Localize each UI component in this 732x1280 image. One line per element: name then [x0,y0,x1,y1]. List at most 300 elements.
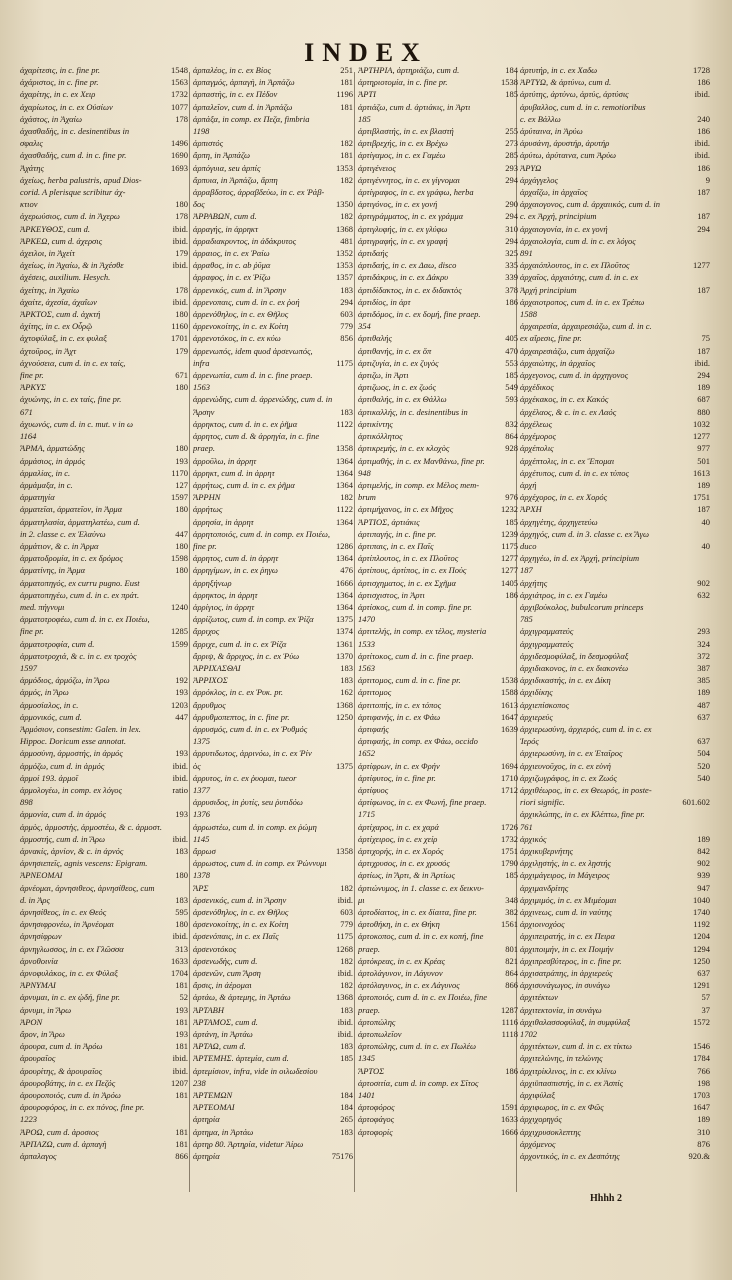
index-entry [193,455,353,467]
index-entry-term: 761 [520,821,533,832]
index-entry-term: fine pr. [20,370,44,381]
index-entry-term: ἈΡΤΕΜΩΝ [193,1090,233,1101]
index-entry-term: ἀχτοφύλαξ, in c. ex φυλαξ [20,333,107,344]
index-entry [520,711,710,723]
index-entry-page: 184 [340,1102,353,1113]
index-entry [20,101,188,113]
index-entry [358,479,518,491]
index-entry-term: 1377 [193,784,210,795]
index-entry-page: 504 [697,748,710,759]
index-entry-page: 180 [175,870,188,881]
index-entry [520,882,710,894]
index-entry-page: 182 [340,138,353,149]
index-entry-page: 766 [697,1065,710,1076]
index-entry-page: 182 [340,211,353,222]
index-entry [520,1065,710,1077]
index-entry-term: ἀρτάνη, in Ἀρτάω [193,1029,253,1040]
index-entry [358,467,518,479]
index-entry [358,345,518,357]
index-entry-term: ἀρυσάνη, ἀρυστήρ, ἀρυτήρ [520,138,610,149]
index-entry [520,1138,710,1150]
index-entry [358,491,518,503]
index-entry [20,332,188,344]
index-entry [520,455,710,467]
index-entry [193,174,353,186]
index-entry-page: 1364 [336,553,353,564]
index-entry-term: ἀρρυσιδος, in ῥυτίς, seu ῥυτιδόω [193,797,303,808]
index-entry-term: ἄρριψ, & ἄρριχος, in c. ex Ῥύω [193,650,300,661]
index-entry-term: ἈΡΤΑΜΟΣ, cum d. [193,1016,258,1027]
index-entry-term: ἀρτίχειρος, in c. ex χείρ [358,833,438,844]
index-entry-page: 185 [505,870,518,881]
index-entry [520,833,710,845]
index-entry [520,308,710,320]
index-entry [20,503,188,515]
index-entry [193,259,353,271]
index-entry [358,772,518,784]
index-entry [20,552,188,564]
index-entry [193,1065,353,1077]
index-entry [193,577,353,589]
index-entry [20,381,188,393]
index-entry-term: ἀχάριστος, in c. fine pr. [20,77,99,88]
index-entry [358,930,518,942]
index-entry-term: ἀρτικίντης [358,418,393,429]
index-entry-page: 181 [340,150,353,161]
index-entry [193,1040,353,1052]
index-entry-term: ἀρτίως, in Ἄρτι, & in Ἀρτίως [358,870,455,881]
index-entry [520,149,710,161]
index-entry-term: d. in Ἀρς [20,894,50,905]
index-entry [520,235,710,247]
index-entry [358,589,518,601]
index-entry [520,930,710,942]
index-entry-term: ἀχείτης, in Ἀχαίω [20,284,80,295]
index-entry-term: ἀρχιάτρος, in c. ex Γαμέω [520,589,608,600]
index-entry-term: ἀρρόκλος, in c. ex Ῥυκ. pr. [193,687,284,698]
index-entry-page: 821 [505,955,518,966]
index-entry [20,625,188,637]
index-entry-term: ἀρματοπηγέω, cum d. in c. ex πράτ. [20,589,140,600]
index-entry-term: ἀρτιζυγία, in c. ex ζυγὸς [358,357,439,368]
index-entry-page: 180 [175,540,188,551]
index-entry-page: 1364 [336,455,353,466]
index-entry [520,162,710,174]
index-entry [193,1138,353,1150]
index-entry-page: 1032 [693,418,710,429]
index-entry [20,955,188,967]
index-entry-term: ἈΡΚΕΥΘΟΣ, cum d. [20,223,91,234]
index-entry-page: ibid. [172,235,188,246]
index-entry [358,1113,518,1125]
index-entry-term: med. πήγνυμι [20,601,65,612]
index-entry-page: 1701 [171,333,188,344]
index-entry-term: ἄρσις, in ἀέρομαι [193,980,252,991]
index-entry [520,296,710,308]
index-entry-page: 501 [697,455,710,466]
index-entry [193,882,353,894]
index-entry [193,613,353,625]
index-entry [358,955,518,967]
index-entry-term: ἀρρήτως [193,504,223,515]
index-entry-page: 1287 [501,1004,518,1015]
index-entry [520,320,710,332]
index-entry-term: ἀρρηκτος, in ἀρρητ [193,589,258,600]
index-entry-page: ibid. [172,1053,188,1064]
index-entry [520,772,710,784]
index-entry [520,369,710,381]
index-entry-term: 891 [520,248,533,259]
index-entry-term: ἀρτιδαής, in c. ex Δαω, disco [358,260,457,271]
index-entry-term: brum [358,492,376,503]
index-entry [520,1101,710,1113]
index-entry [358,235,518,247]
index-entry-term: ἀρνυμαι, in c. ex ᾠδή, fine pr. [20,992,121,1003]
index-entry-term: ἀρρενικός, cum d. in Ἄρσην [193,284,287,295]
index-entry-term: ἈΡΤΑΩ, cum d. [193,1041,246,1052]
index-entry-page: ibid. [694,150,710,161]
index-entry-page: ratio [172,784,188,795]
index-entry [358,808,518,820]
index-entry [358,1016,518,1028]
index-entry [520,589,710,601]
index-entry [20,1126,188,1138]
index-entry [20,442,188,454]
index-entry-page: 186 [697,77,710,88]
index-entry-term: ἀρχηγός, cum d. in 3. classe c. ex Ἄγω [520,528,649,539]
index-entry-term: ἀρουρα, cum d. in Ἀρόω [20,1041,103,1052]
index-entry-term: ἀρχαιοτροπος, cum d. in c. ex Τρέπω [520,296,645,307]
index-entry-term: 1223 [20,1114,37,1125]
index-entry [520,894,710,906]
index-entry-term: ἀρχέλεως [520,418,553,429]
index-entry-page: 189 [697,687,710,698]
index-entry-term: ἀρτιγόνος, in c. ex γονή [358,199,438,210]
index-entry-term: ἀρχισατράπης, in ἀρχιερεύς [520,968,613,979]
index-entry-page: 183 [340,1126,353,1137]
index-entry-term: ἀρτικαλλής, in c. desinentibus in [358,406,468,417]
index-entry-page: 193 [175,455,188,466]
index-entry [193,686,353,698]
index-entry-term: ἀρνηγλωσσος, in c. ex Γλῶσσα [20,943,124,954]
index-entry-term: ἀρτηρία [193,1151,220,1162]
index-entry-page: 1358 [336,846,353,856]
index-entry-page: 864 [505,968,518,979]
index-entry-term: ἌΡΣ [193,882,209,893]
index-entry-term: ἈΡΡΙΧΟΣ [193,675,228,686]
index-entry-term: ἀρραιος, in c. ex Ῥαίω [193,248,270,259]
index-entry [193,308,353,320]
index-entry-page: 40 [701,540,710,551]
index-entry [358,125,518,137]
index-entry [358,1065,518,1077]
index-entry-term: ἀρτισχιστος, in Ἀρτι [358,589,425,600]
index-entry-term: ἀρχιζωγράφος, in c. ex Ζωός [520,772,617,783]
index-entry-page: ibid. [172,296,188,307]
index-entry-term: ἀρτίχαρος, in c. ex χαρά [358,821,439,832]
index-entry-term: ἀρρηγίμων, in c. ex ῥηγω [193,565,278,576]
index-entry-term: ἀρτόκρεας, in c. ex Κρέας [358,955,445,966]
index-entry-page: 601.602 [682,797,710,808]
index-entry [520,943,710,955]
index-entry-term: ἀρμός, in Ἄρω [20,687,69,698]
index-entry-term: ἀχαίτε, ἀχεσία, ἀχαΐων [20,296,97,307]
index-entry-page: 185 [505,370,518,381]
index-entry-term: ἀχασθαδὴς, in c. desinentibus in [20,126,130,137]
index-entry-term: ἀρτιχρυσος, in c. ex χρυσός [358,858,450,869]
index-entry-term: ἀρχιγραμματεύς [520,626,574,637]
index-entry-page: 181 [340,101,353,112]
index-entry-term: in 2. classe c. ex Ἐλαύνω [20,528,106,539]
index-entry [20,650,188,662]
index-entry-page: 1286 [336,540,353,551]
index-entry-page: 779 [340,919,353,930]
index-entry [193,76,353,88]
index-entry-term: ἈΡΥΩ [520,162,542,173]
index-entry-term: ἀχαρίωτος, in c. ex Οὐσίων [20,101,113,112]
index-entry-page: ibid. [172,260,188,271]
index-entry-term: Ἁρμόσιον, consestim: Galen. in lex. [20,723,141,734]
index-entry-term: ἀρχιφύλαξ [520,1090,556,1101]
index-entry-term: ἀρρήτως, cum d. in c. ex ῥῆμα [193,479,295,490]
index-entry [193,113,353,125]
index-entry-page: 1784 [693,1053,710,1064]
index-entry [193,223,353,235]
index-entry [193,1004,353,1016]
index-entry-page: 187 [697,345,710,356]
index-entry-term: ἄρπη, in Ἀρπάζω [193,150,250,161]
index-entry [20,1004,188,1016]
index-entry [520,845,710,857]
index-entry-term: ἀρχιτελώνης, in τελώνης [520,1053,603,1064]
index-entry-page: 184 [340,1090,353,1101]
index-entry [20,882,188,894]
index-entry [520,662,710,674]
index-entry-term: riori signific. [520,797,565,808]
index-entry-term: ἀρτιφαής, in comp. ex Φάω, occido [358,736,478,747]
index-entry [358,979,518,991]
index-entry-term: μι [358,894,365,905]
index-entry-page: 179 [175,248,188,259]
index-entry [193,930,353,942]
index-entry [520,503,710,515]
index-entry-page: 1277 [501,565,518,576]
index-entry-page: 324 [697,638,710,649]
index-entry [193,393,353,405]
index-entry-page: 1353 [336,260,353,271]
index-entry-page: 189 [697,479,710,490]
index-entry-term: 185 [358,113,371,124]
index-entry [20,1150,188,1162]
index-entry-term: ἀρχιτέκτων, cum d. in c. ex τίκτω [520,1041,632,1052]
index-entry-term: ἌΡΡΗΝ [193,492,221,503]
index-entry-term: 1145 [193,833,210,844]
index-entry-term: ἀρχιλῃστής, in c. ex λῃστής [520,858,611,869]
index-entry [358,1101,518,1113]
index-entry-term: 354 [358,321,371,332]
index-entry-term: ἀρρενωπός, idem quod ἀρσενωπός, [193,345,313,356]
index-entry-term: 1533 [358,638,375,649]
index-entry-term: ἀρχιπρεσβύτερος, in c. fine pr. [520,955,622,966]
index-entry-term: ἀρτιφανής, in c. ex Φάω [358,711,441,722]
index-entry [193,64,353,76]
index-entry [358,149,518,161]
index-entry-page: 405 [505,333,518,344]
index-entry-page: 801 [505,943,518,954]
index-entry [20,1101,188,1113]
index-entry [358,833,518,845]
index-entry-term: ἀρρενώδης, cum d. ἀρρενώδης, cum d. in [193,394,333,405]
index-entry-page: 1368 [336,223,353,234]
index-entry-term: ἀρχέμορος [520,431,556,442]
index-entry-term: ἀρπόγυια, seu ἀρπίς [193,162,261,173]
index-entry-page: 181 [175,1016,188,1027]
index-entry-page: 382 [505,907,518,918]
index-entry-page: 1374 [336,626,353,637]
index-entry [520,613,710,625]
index-entry-term: ἀρμοσύνη, ἀρμοστής, in ἀρμός [20,748,123,759]
index-entry-term: 1563 [358,662,375,673]
index-entry-page: 1613 [501,699,518,710]
index-entry [520,808,710,820]
index-entry [358,796,518,808]
index-entry-term: ἀρτιτομος, cum d. in c. fine pr. [358,675,461,686]
index-entry-term: ἀρροῦλω, in ἀρρητ [193,455,257,466]
index-entry-term: ἀρτοποιός, cum d. in c. ex Ποιέω, fine [358,992,487,1003]
index-entry [20,284,188,296]
index-entry-term: ἀρπαγμός, ἀρπαγὴ, in Ἀρπάζω [193,77,295,88]
index-entry [20,1138,188,1150]
index-entry-page: 1732 [501,833,518,844]
index-entry-page: 186 [505,1065,518,1076]
index-entry-term: ἀρχιγραμματεύς [520,638,574,649]
index-entry-term: ἀρτιβρεχής, in c. ex Βρέχω [358,138,448,149]
index-entry-term: ἀρτιμαθής, in c. ex Μανθάνω, fine pr. [358,455,485,466]
index-entry-term: ἀρπαστὴς, in c. ex Πέδον [193,89,278,100]
index-entry-page: 193 [175,687,188,698]
index-entry-term: ἀρχαιολογία, cum d. in c. ex λόγος [520,235,636,246]
index-entry [520,540,710,552]
index-entry-term: ἀρχιτέκτων [520,992,558,1003]
index-entry-term: ἀρμὸς, ἀρμοστὴς, ἀρμοστέω, & c. ἀρμοστ. [20,821,163,832]
index-entry-page: 181 [175,1090,188,1101]
index-entry-term: ἀρτιζωος, in c. ex ζωός [358,382,436,393]
index-entry [193,918,353,930]
index-entry-page: 293 [505,162,518,173]
index-entry-page: 189 [697,1114,710,1125]
index-entry [20,296,188,308]
index-entry [20,601,188,613]
index-entry [358,247,518,259]
index-entry [20,1065,188,1077]
index-entry-term: fine pr. [20,626,44,637]
index-entry-term: ἀρχαιρεσιάζω, cum ἀρχαίζω [520,345,615,356]
index-entry-page: 179 [175,345,188,356]
index-entry-term: 1375 [193,736,210,747]
index-entry [20,772,188,784]
index-entry [358,528,518,540]
index-entry-term: ἀρνησιεπεῖς, agnis vescens: Epigram. [20,858,148,869]
index-entry-page: 180 [175,565,188,576]
index-entry [520,552,710,564]
index-entry-page: 1647 [693,1102,710,1113]
index-entry-page: 187 [697,187,710,198]
index-entry-term: ἀρχιμάγειρος, in Μάγειρος [520,870,610,881]
index-entry [358,113,518,125]
index-entry [520,198,710,210]
index-entry-page: 1122 [336,418,353,429]
index-entry-page: 1357 [336,272,353,283]
index-entry [193,552,353,564]
index-entry [358,1077,518,1089]
index-entry-term: ἀρτικόλλητος [358,431,403,442]
index-entry-page: 1277 [693,431,710,442]
index-entry-term: ἀρτοπώλης, cum d. in c. ex Πωλέω [358,1041,477,1052]
index-entry-page: 185 [505,516,518,527]
index-entry-term: σφαλις [20,138,43,149]
index-entry-page: 325 [505,248,518,259]
index-entry-term: ἀρχοντικός, in c. ex Δεσπότης [520,1151,620,1162]
index-entry-page: 1175 [501,540,518,551]
index-entry-term: ἀρτικρεμής, in c. ex κλοχὸς [358,443,450,454]
index-entry [358,296,518,308]
index-entry-page: 593 [505,394,518,405]
index-entry-page: 856 [340,333,353,344]
index-entry-page: 198 [697,1077,710,1088]
index-entry [358,723,518,735]
index-entry [193,101,353,113]
index-entry [520,564,710,576]
index-entry [20,247,188,259]
index-entry [20,418,188,430]
index-entry-term: ἀρχή [520,479,537,490]
index-entry-page: 348 [505,894,518,905]
index-entry [193,723,353,735]
index-entry [520,821,710,833]
index-entry-page: ibid. [172,833,188,844]
index-entry-term: ἀρτιγραφής, in c. ex γραφή [358,235,448,246]
index-entry-page: 637 [697,736,710,747]
index-entry [358,88,518,100]
index-entry-term: ἀρχικυβερνήτης [520,846,573,856]
index-entry-term: ἀχαρίτης, in c. ex Χειρ [20,89,96,100]
index-entry-page: 1077 [171,101,188,112]
index-entry-term: ἀρτηρία [193,1114,220,1125]
index-entry [193,662,353,674]
index-entry-term: ἀρτίσκος, cum d. in comp. fine pr. [358,601,472,612]
index-entry-page: 240 [697,113,710,124]
index-entry-page: ibid. [172,931,188,942]
index-entry-page: 181 [175,980,188,991]
index-entry [358,943,518,955]
index-entry-page: 1728 [693,65,710,75]
index-entry-page: 255 [505,126,518,137]
index-entry-page: 902 [697,577,710,588]
index-entry [20,686,188,698]
index-entry-page: 1368 [336,992,353,1003]
index-entry-term: ἀρρυτιδωτος, ἀρρινόω, in c. ex Ῥίν [193,748,312,759]
index-entry [358,223,518,235]
index-entry-page: 75176 [331,1151,353,1162]
index-entry [358,198,518,210]
index-entry-term: ἀρρητος, cum d. in ἀρρητ [193,553,279,564]
index-entry [520,723,710,735]
index-entry-term: Ἀχάτης [20,162,44,173]
index-entry-term: ἀρρητοποιός, cum d. in comp. ex Ποιέω, [193,528,331,539]
index-entry-page: 947 [697,882,710,893]
index-entry-term: ἀρτιμελής, in comp. ex Μέλος mem- [358,479,480,490]
index-entry-page: 603 [340,309,353,320]
